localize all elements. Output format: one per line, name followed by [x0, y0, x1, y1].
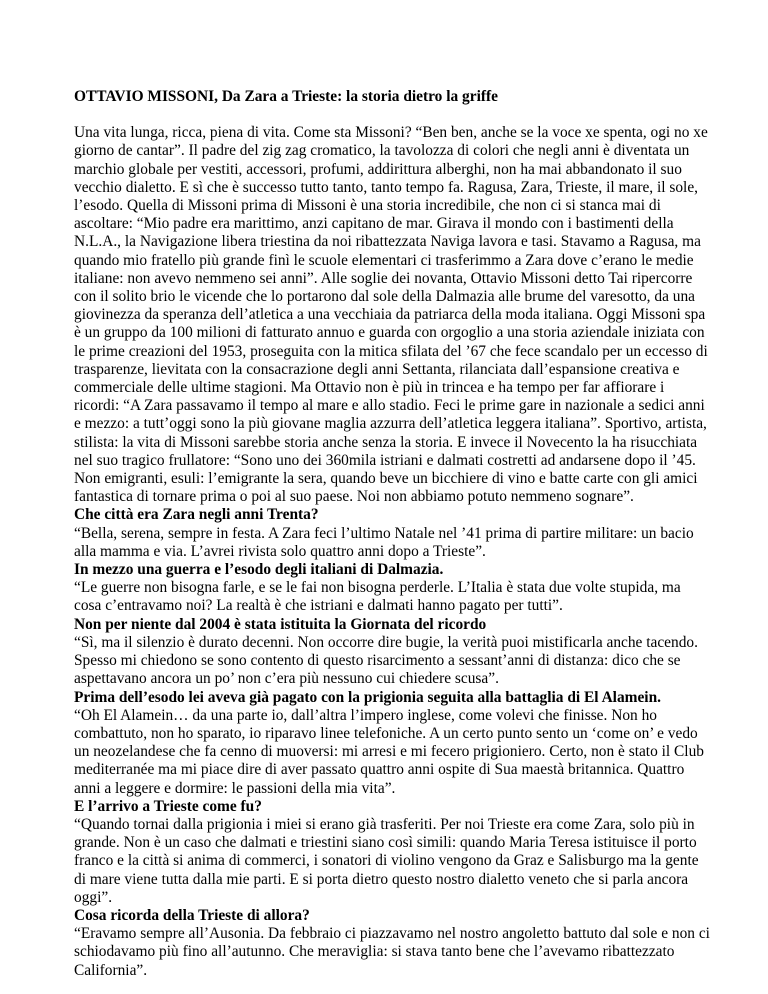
question-6: Cosa ricorda della Trieste di allora? [74, 906, 310, 924]
answer-1: “Bella, serena, sempre in festa. A Zara feci l’ultimo Natale nel ’41 prima di partire militare: un bacio alla mamma e via. L’avrei rivista solo quattro anni dopo a Trieste”. [74, 524, 694, 560]
answer-4: “Oh El Alamein… da una parte io, dall’altra l’impero inglese, come volevi che finisse. Non ho combattuto, non ho sparato, io riparavo linee telefoniche. A un certo punto sento un ‘come on’ e vedo un neozelandese che fa cenno di muoversi: mi arresi e mi fecero prigioniero. Certo, non è stato il Club mediterranée ma mi piace dire di aver passato quattro anni ospite di Sua maestà britannica. Quattro anni a leggere e dormire: le passioni della mia vita”. [74, 706, 704, 797]
article-title: OTTAVIO MISSONI, Da Zara a Trieste: la storia dietro la griffe [74, 88, 498, 105]
question-5: E l’arrivo a Trieste come fu? [74, 797, 262, 815]
question-2: In mezzo una guerra e l’esodo degli italiani di Dalmazia. [74, 561, 444, 579]
answer-2: “Le guerre non bisogna farle, e se le fai non bisogna perderle. L’Italia è stata due volte stupida, ma cosa c’entravamo noi? La realtà è che istriani e dalmati hanno pagato per tutti”. [74, 579, 681, 615]
answer-6: “Eravamo sempre all’Ausonia. Da febbraio ci piazzavamo nel nostro angoletto battuto dal sole e non ci schiodavamo più fino all’autunno. Che meraviglia: si stava tanto bene che l’avevamo ribattezzato California”. [74, 925, 710, 979]
intro-paragraph: Una vita lunga, ricca, piena di vita. Come sta Missoni? “Ben ben, anche se la voce xe spenta, ogi no xe giorno de cantar”. Il padre del zig zag cromatico, la tavolozza di colori che negli anni è diventata un marchio globale per vestiti, accessori, profumi, addirittura alberghi, non ha mai abbandonato il suo vecchio dialetto. E sì che è successo tutto tanto, tanto tempo fa. Ragusa, Zara, Trieste, il mare, il sole, l’esodo. Quella di Missoni prima di Missoni è una storia incredibile, che non ci si stanca mai di ascoltare: “Mio padre era marittimo, anzi capitano de mar. Girava il mondo con i bastimenti della N.L.A., la Navigazione libera triestina da noi ribattezzata Naviga lavora e tasi. Stavamo a Ragusa, ma quando mio fratello più grande finì le scuole elementari ci trasferimmo a Zara dove c’erano le medie italiane: non avevo nemmeno sei anni”. Alle soglie dei novanta, Ottavio Missoni detto Tai ripercorre con il solito brio le vicende che lo portarono dal sole della Dalmazia alle brume del varesotto, da una giovinezza da speranza dell’atletica a una vecchiaia da patriarca della moda italiana. Oggi Missoni spa è un gruppo da 100 milioni di fatturato annuo e guarda con orgoglio a una storia aziendale iniziata con le prime creazioni del 1953, proseguita con la mitica sfilata del ’67 che fece scandalo per un eccesso di trasparenze, lievitata con la consacrazione degli anni Settanta, rilanciata dall’espansione creativa e commerciale delle ultime stagioni. Ma Ottavio non è più in trincea e ha tempo per far affiorare i ricordi: “A Zara passavamo il tempo al mare e allo stadio. Feci le prime gare in nazionale a sedici anni e mezzo: a tutt’oggi sono la più giovane maglia azzurra dell’atletica leggera italiana”. Sportivo, artista, stilista: la vita di Missoni sarebbe storia anche senza la storia. E invece il Novecento la ha risucchiata nel suo tragico frullatore: “Sono uno dei 360mila istriani e dalmati costretti ad andarsene dopo il ’45. Non emigranti, esuli: l’emigrante la sera, quando beve un bicchiere di vino e batte carte con gli amici fantastica di tornare prima o poi al suo paese. Noi non abbiamo potuto nemmeno sognare”. [74, 124, 708, 506]
question-3: Non per niente dal 2004 è stata istituita la Giornata del ricordo [74, 615, 487, 633]
answer-5: “Quando tornai dalla prigionia i miei si erano già trasferiti. Per noi Trieste era come Zara, solo più in grande. Non è un caso che dalmati e triestini siano così simili: quando Maria Teresa istituisce il porto franco e la città si anima di commerci, i sonatori di violino vengono da Graz e Salisburgo ma la gente di mare viene tutta dalla mie parti. E si porta dietro questo nostro dialetto veneto che si parla ancora oggi”. [74, 815, 699, 906]
question-4: Prima dell’esodo lei aveva già pagato con la prigionia seguita alla battaglia di El Alamein. [74, 688, 661, 706]
question-1: Che città era Zara negli anni Trenta? [74, 506, 319, 524]
answer-3: “Sì, ma il silenzio è durato decenni. Non occorre dire bugie, la verità puoi mistificarla anche tacendo. Spesso mi chiedono se sono contento di questo risarcimento a sessant’anni di distanza: dico che se aspettavano ancora un po’ non c’era più nessuno cui chiedere scusa”. [74, 633, 698, 688]
